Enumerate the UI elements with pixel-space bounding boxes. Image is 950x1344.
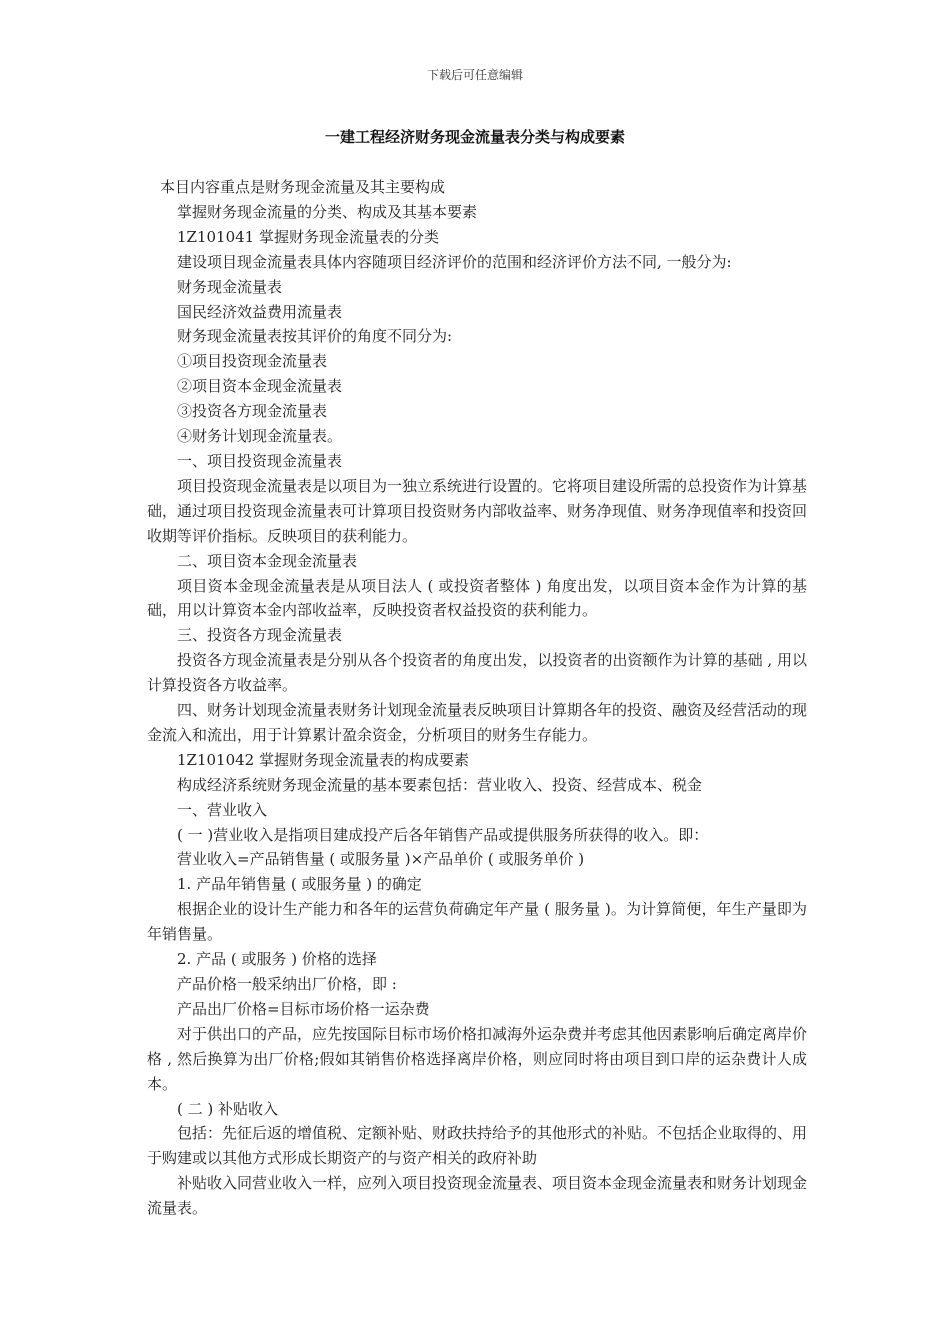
section-heading: 1Z101042 掌握财务现金流量表的构成要素	[177, 750, 469, 769]
subsection-heading: 二、项目资本金现金流量表	[177, 551, 358, 570]
paragraph: 产品价格一般采纳出厂价格，即 :	[177, 975, 397, 993]
subsection-heading: 一、项目投资现金流量表	[177, 451, 343, 470]
paragraph: ( 一 )营业收入是指项目建成投产后各年销售产品或提供服务所获得的收入。即：	[177, 825, 709, 844]
paragraph: 四、财务计划现金流量表财务计划现金流量表反映项目计算期各年的投资、融资及经营活动的现金流入和流出，用于计算累计盈余资金，分析项目的财务生存能力。	[147, 701, 808, 744]
list-item: 国民经济效益费用流量表	[177, 302, 343, 321]
paragraph: 项目资本金现金流量表是从项目法人 ( 或投资者整体 ) 角度出发，以项目资本金作为计算的基础，用以计算资本金内部收益率，反映投资者权益投资的获利能力。	[147, 576, 807, 620]
paragraph: 2. 产品 ( 或服务 ) 价格的选择	[177, 950, 377, 969]
list-item: ②项目资本金现金流量表	[177, 377, 343, 396]
document-body	[147, 175, 807, 1221]
subsection-heading: 一、营业收入	[177, 800, 268, 819]
paragraph: 掌握财务现金流量的分类、构成及其基本要素	[177, 202, 478, 221]
intro-paragraph: 本目内容重点是财务现金流量及其主要构成	[160, 178, 446, 196]
paragraph: 根据企业的设计生产能力和各年的运营负荷确定年产量 ( 服务量 )。为计算简便，年生产量即为年销售量。	[147, 900, 807, 944]
list-item: 财务现金流量表	[177, 277, 283, 296]
paragraph: 1. 产品年销售量 ( 或服务量 ) 的确定	[177, 875, 422, 894]
list-item: ①项目投资现金流量表	[177, 352, 328, 371]
subsection-heading: 三、投资各方现金流量表	[177, 626, 343, 645]
paragraph: 包括：先征后返的增值税、定额补贴、财政扶持给予的其他形式的补贴。不包括企业取得的、用于购建或以其他方式形成长期资产的与资产相关的政府补助	[147, 1124, 808, 1168]
paragraph: 补贴收入同营业收入一样，应列入项目投资现金流量表、项目资本金现金流量表和财务计划现金流量表。	[147, 1174, 808, 1218]
paragraph: 构成经济系统财务现金流量的基本要素包括：营业收入、投资、经营成本、税金	[177, 775, 703, 794]
section-heading: 1Z101041 掌握财务现金流量表的分类	[177, 227, 439, 246]
subsection-heading: ( 二 ) 补贴收入	[177, 1099, 279, 1118]
paragraph: 项目投资现金流量表是以项目为一独立系统进行设置的。它将项目建设所需的总投资作为计算基础，通过项目投资现金流量表可计算项目投资财务内部收益率、财务净现值、财务净现值率和投资回收期等评价指标。反映项目的获利能力。	[147, 476, 808, 545]
formula: 营业收入=产品销售量 ( 或服务量 )×产品单价 ( 或服务单价 )	[177, 850, 585, 869]
list-item: ④财务计划现金流量表。	[177, 427, 343, 446]
paragraph: 建设项目现金流量表具体内容随项目经济评价的范围和经济评价方法不同, 一般分为:	[177, 252, 732, 271]
page-header: 下载后可任意编辑	[426, 68, 523, 82]
paragraph: 投资各方现金流量表是分别从各个投资者的角度出发，以投资者的出资额作为计算的基础 , 用以计算投资各方收益率。	[147, 651, 807, 695]
paragraph: 对于供出口的产品，应先按国际目标市场价格扣减海外运杂费并考虑其他因素影响后确定离岸价格 , 然后换算为出厂价格;假如其销售价格选择离岸价格，则应同时将由项目到口岸的运杂费计人成本。	[147, 1024, 808, 1093]
paragraph: 财务现金流量表按其评价的角度不同分为:	[177, 327, 453, 346]
document-title: 一建工程经济财务现金流量表分类与构成要素	[324, 128, 625, 146]
list-item: ③投资各方现金流量表	[177, 402, 328, 421]
formula: 产品出厂价格=目标市场价格一运杂费	[177, 999, 430, 1018]
